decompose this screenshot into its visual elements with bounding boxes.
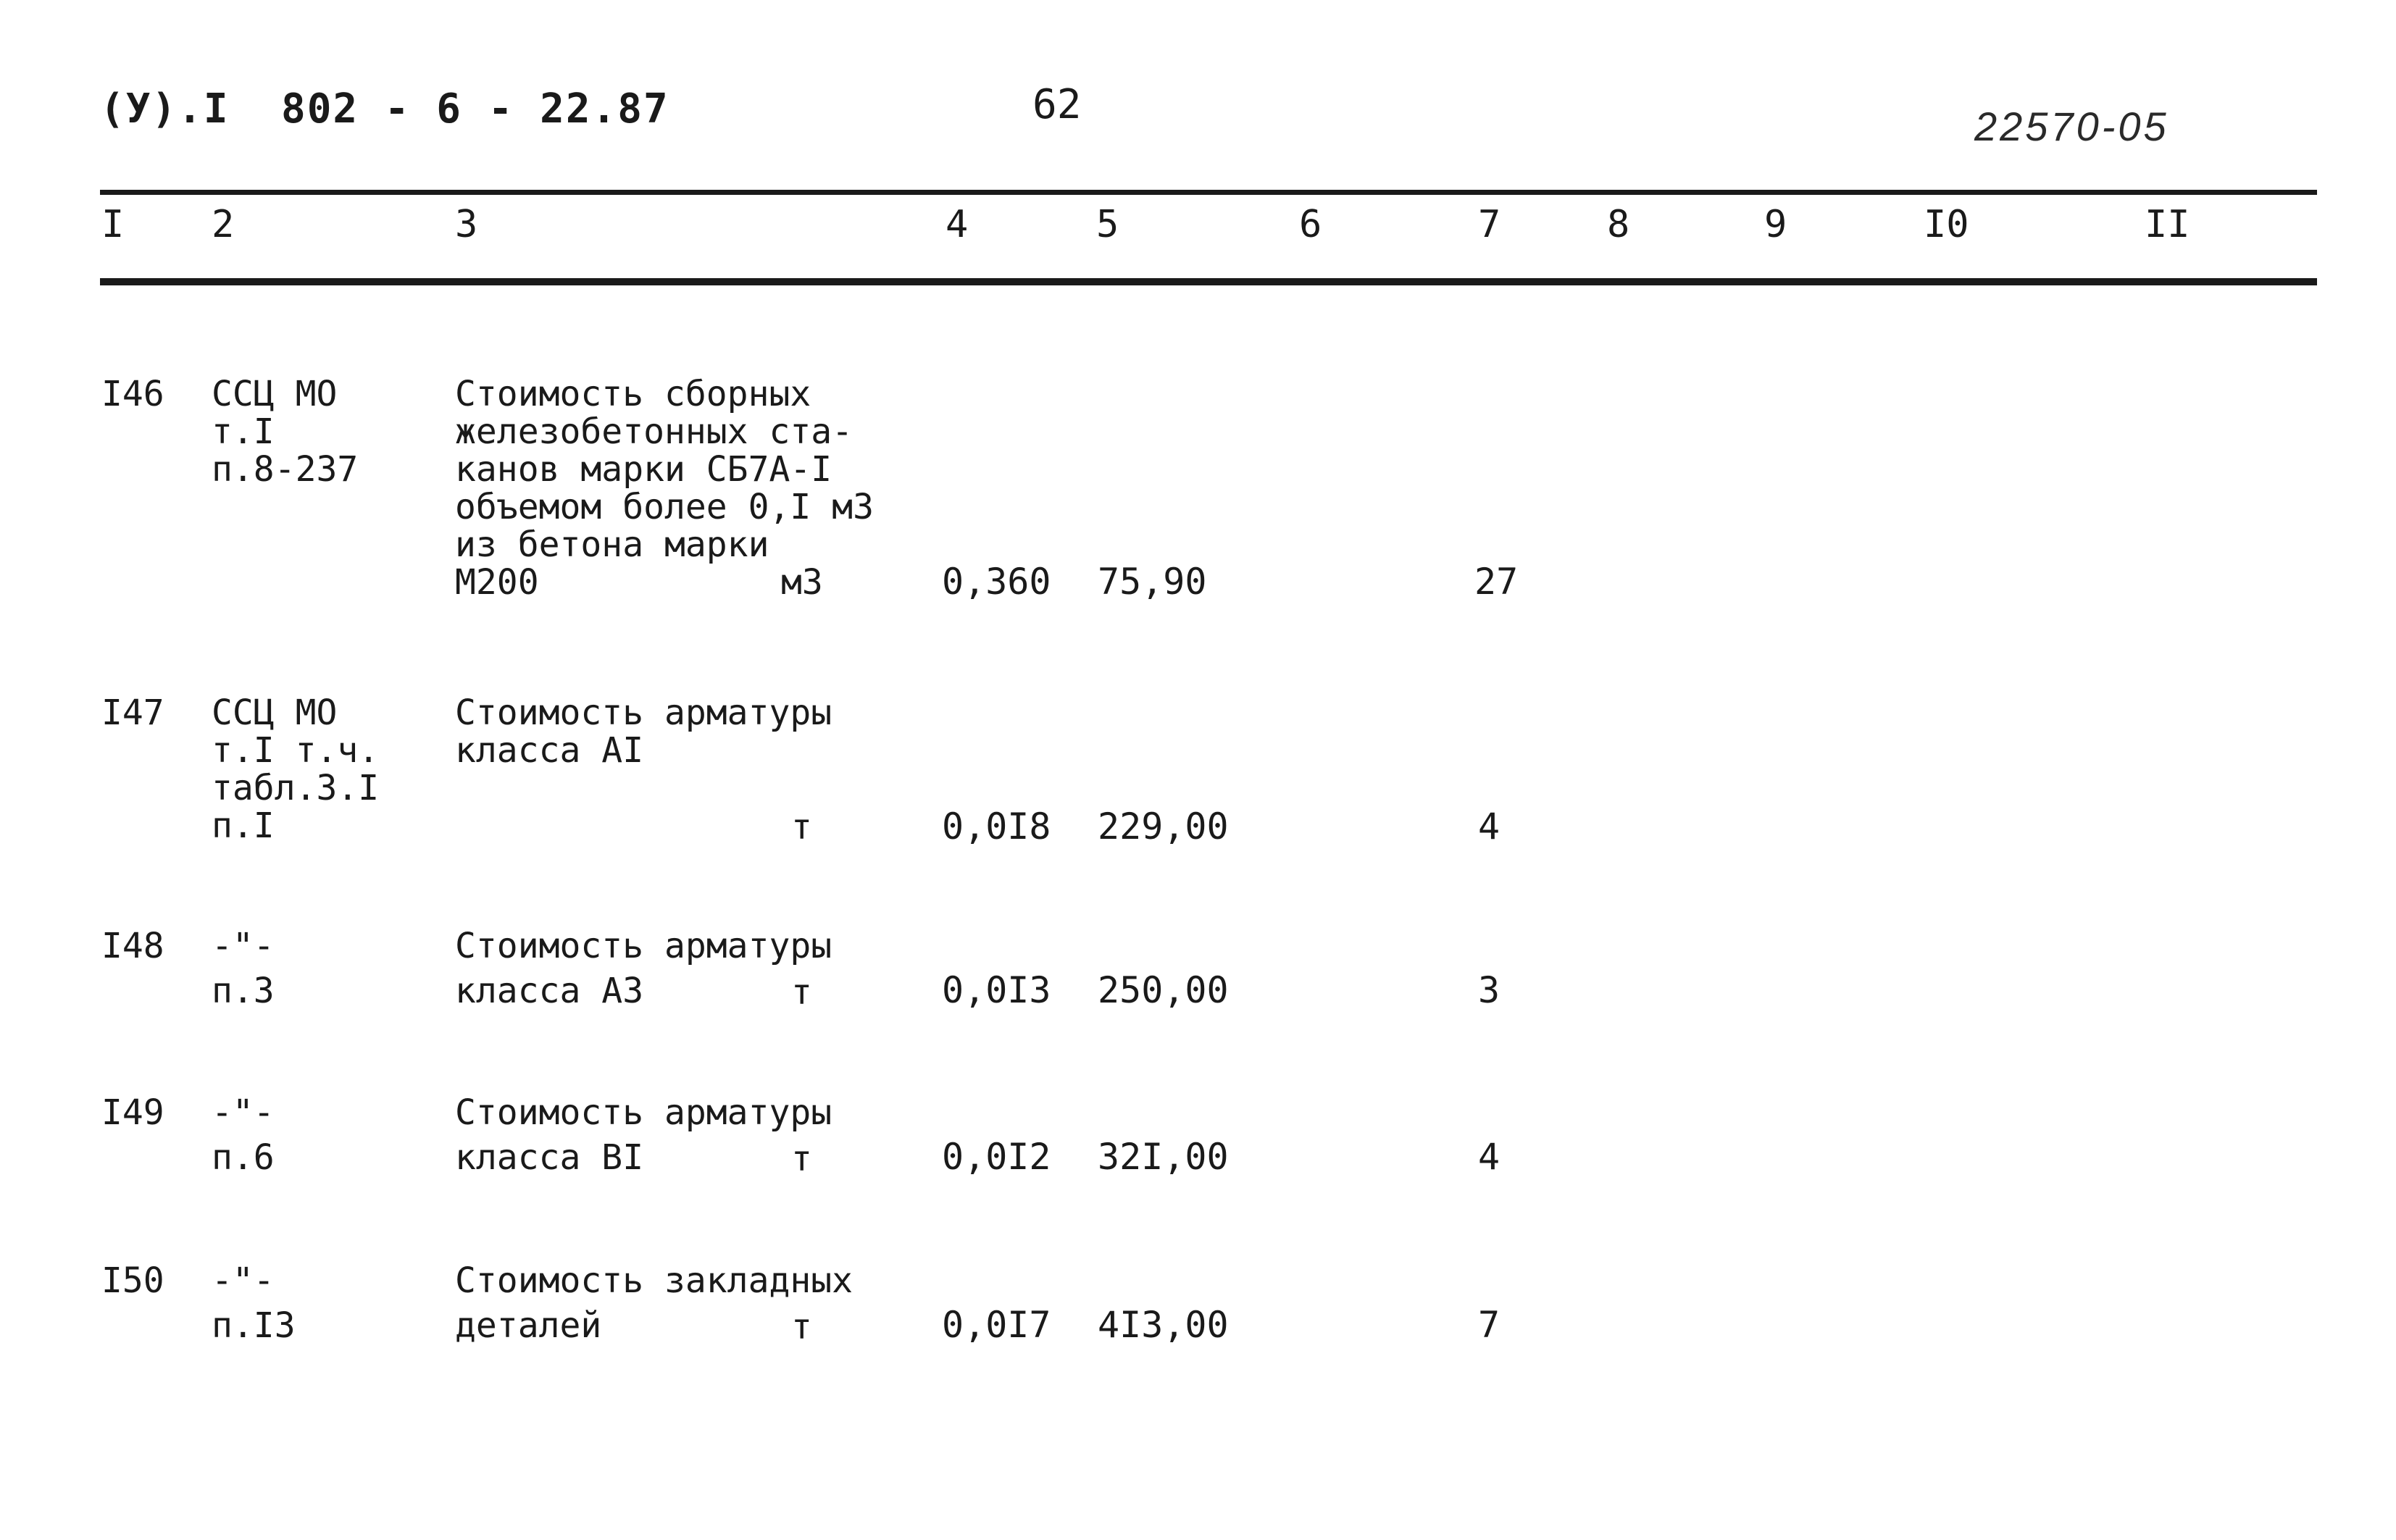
row-number: I48 — [101, 926, 164, 966]
description-line: класса АI — [455, 730, 644, 771]
column-header-7: 7 — [1478, 203, 1501, 246]
column-header-8: 8 — [1607, 203, 1630, 246]
reference-line: табл.3.I — [212, 768, 380, 808]
quantity-cell: 0,0I8 — [942, 805, 1051, 848]
reference-line: т.I — [212, 411, 275, 452]
column-header-2: 2 — [212, 203, 235, 246]
total-cell: 27 — [1474, 561, 1519, 603]
description-line: Стоимость арматуры — [455, 926, 832, 966]
description-line: класса ВI — [455, 1137, 644, 1178]
unit-cell: т — [791, 972, 812, 1013]
total-cell: 7 — [1478, 1304, 1500, 1346]
row-number: I50 — [101, 1260, 164, 1301]
unit-cell: т — [791, 1139, 812, 1179]
column-header-4: 4 — [946, 203, 969, 246]
page-number: 62 — [1032, 81, 1082, 128]
reference-line: ССЦ МО — [212, 374, 338, 414]
unit-price-cell: 250,00 — [1098, 969, 1229, 1011]
column-header-1: I — [101, 203, 125, 246]
row-number: I47 — [101, 692, 164, 733]
unit-cell: т — [791, 807, 812, 848]
column-header-5: 5 — [1096, 203, 1119, 246]
description-line: Стоимость сборных — [455, 374, 811, 414]
description-line: железобетонных ста- — [455, 411, 853, 452]
column-header-11: II — [2145, 203, 2190, 246]
quantity-cell: 0,0I2 — [942, 1136, 1051, 1178]
table-top-rule — [100, 190, 2317, 195]
unit-cell: т — [791, 1307, 812, 1347]
unit-price-cell: 75,90 — [1098, 561, 1207, 603]
reference-line: ССЦ МО — [212, 692, 338, 733]
reference-line: -"- — [212, 1260, 275, 1301]
quantity-cell: 0,0I7 — [942, 1304, 1051, 1346]
total-cell: 4 — [1478, 1136, 1500, 1178]
unit-price-cell: 229,00 — [1098, 805, 1229, 848]
description-line: Стоимость арматуры — [455, 692, 832, 733]
document-number: 22570-05 — [1974, 104, 2169, 149]
reference-line: -"- — [212, 1092, 275, 1133]
row-number: I46 — [101, 374, 164, 414]
description-line: из бетона марки — [455, 524, 769, 565]
reference-line: п.8-237 — [212, 449, 359, 490]
description-line: Стоимость закладных — [455, 1260, 853, 1301]
unit-cell: м3 — [781, 562, 823, 603]
description-line: М200 — [455, 562, 539, 603]
quantity-cell: 0,360 — [942, 561, 1051, 603]
reference-line: п.6 — [212, 1137, 275, 1178]
reference-line: п.I3 — [212, 1305, 296, 1346]
unit-price-cell: 32I,00 — [1098, 1136, 1229, 1178]
row-number: I49 — [101, 1092, 164, 1133]
description-line: Стоимость арматуры — [455, 1092, 832, 1133]
document-code: (У).I 802 - 6 - 22.87 — [100, 85, 669, 133]
reference-line: п.3 — [212, 971, 275, 1011]
column-header-6: 6 — [1299, 203, 1322, 246]
reference-line: -"- — [212, 926, 275, 966]
total-cell: 4 — [1478, 805, 1500, 848]
description-line: канов марки СБ7А-I — [455, 449, 832, 490]
table-header-rule — [100, 278, 2317, 285]
column-header-10: I0 — [1924, 203, 1969, 246]
reference-line: п.I — [212, 805, 275, 846]
description-line: класса А3 — [455, 971, 644, 1011]
description-line: деталей — [455, 1305, 602, 1346]
unit-price-cell: 4I3,00 — [1098, 1304, 1229, 1346]
reference-line: т.I т.ч. — [212, 730, 380, 771]
total-cell: 3 — [1478, 969, 1500, 1011]
column-header-3: 3 — [455, 203, 478, 246]
description-line: объемом более 0,I м3 — [455, 487, 874, 527]
quantity-cell: 0,0I3 — [942, 969, 1051, 1011]
column-header-9: 9 — [1764, 203, 1787, 246]
